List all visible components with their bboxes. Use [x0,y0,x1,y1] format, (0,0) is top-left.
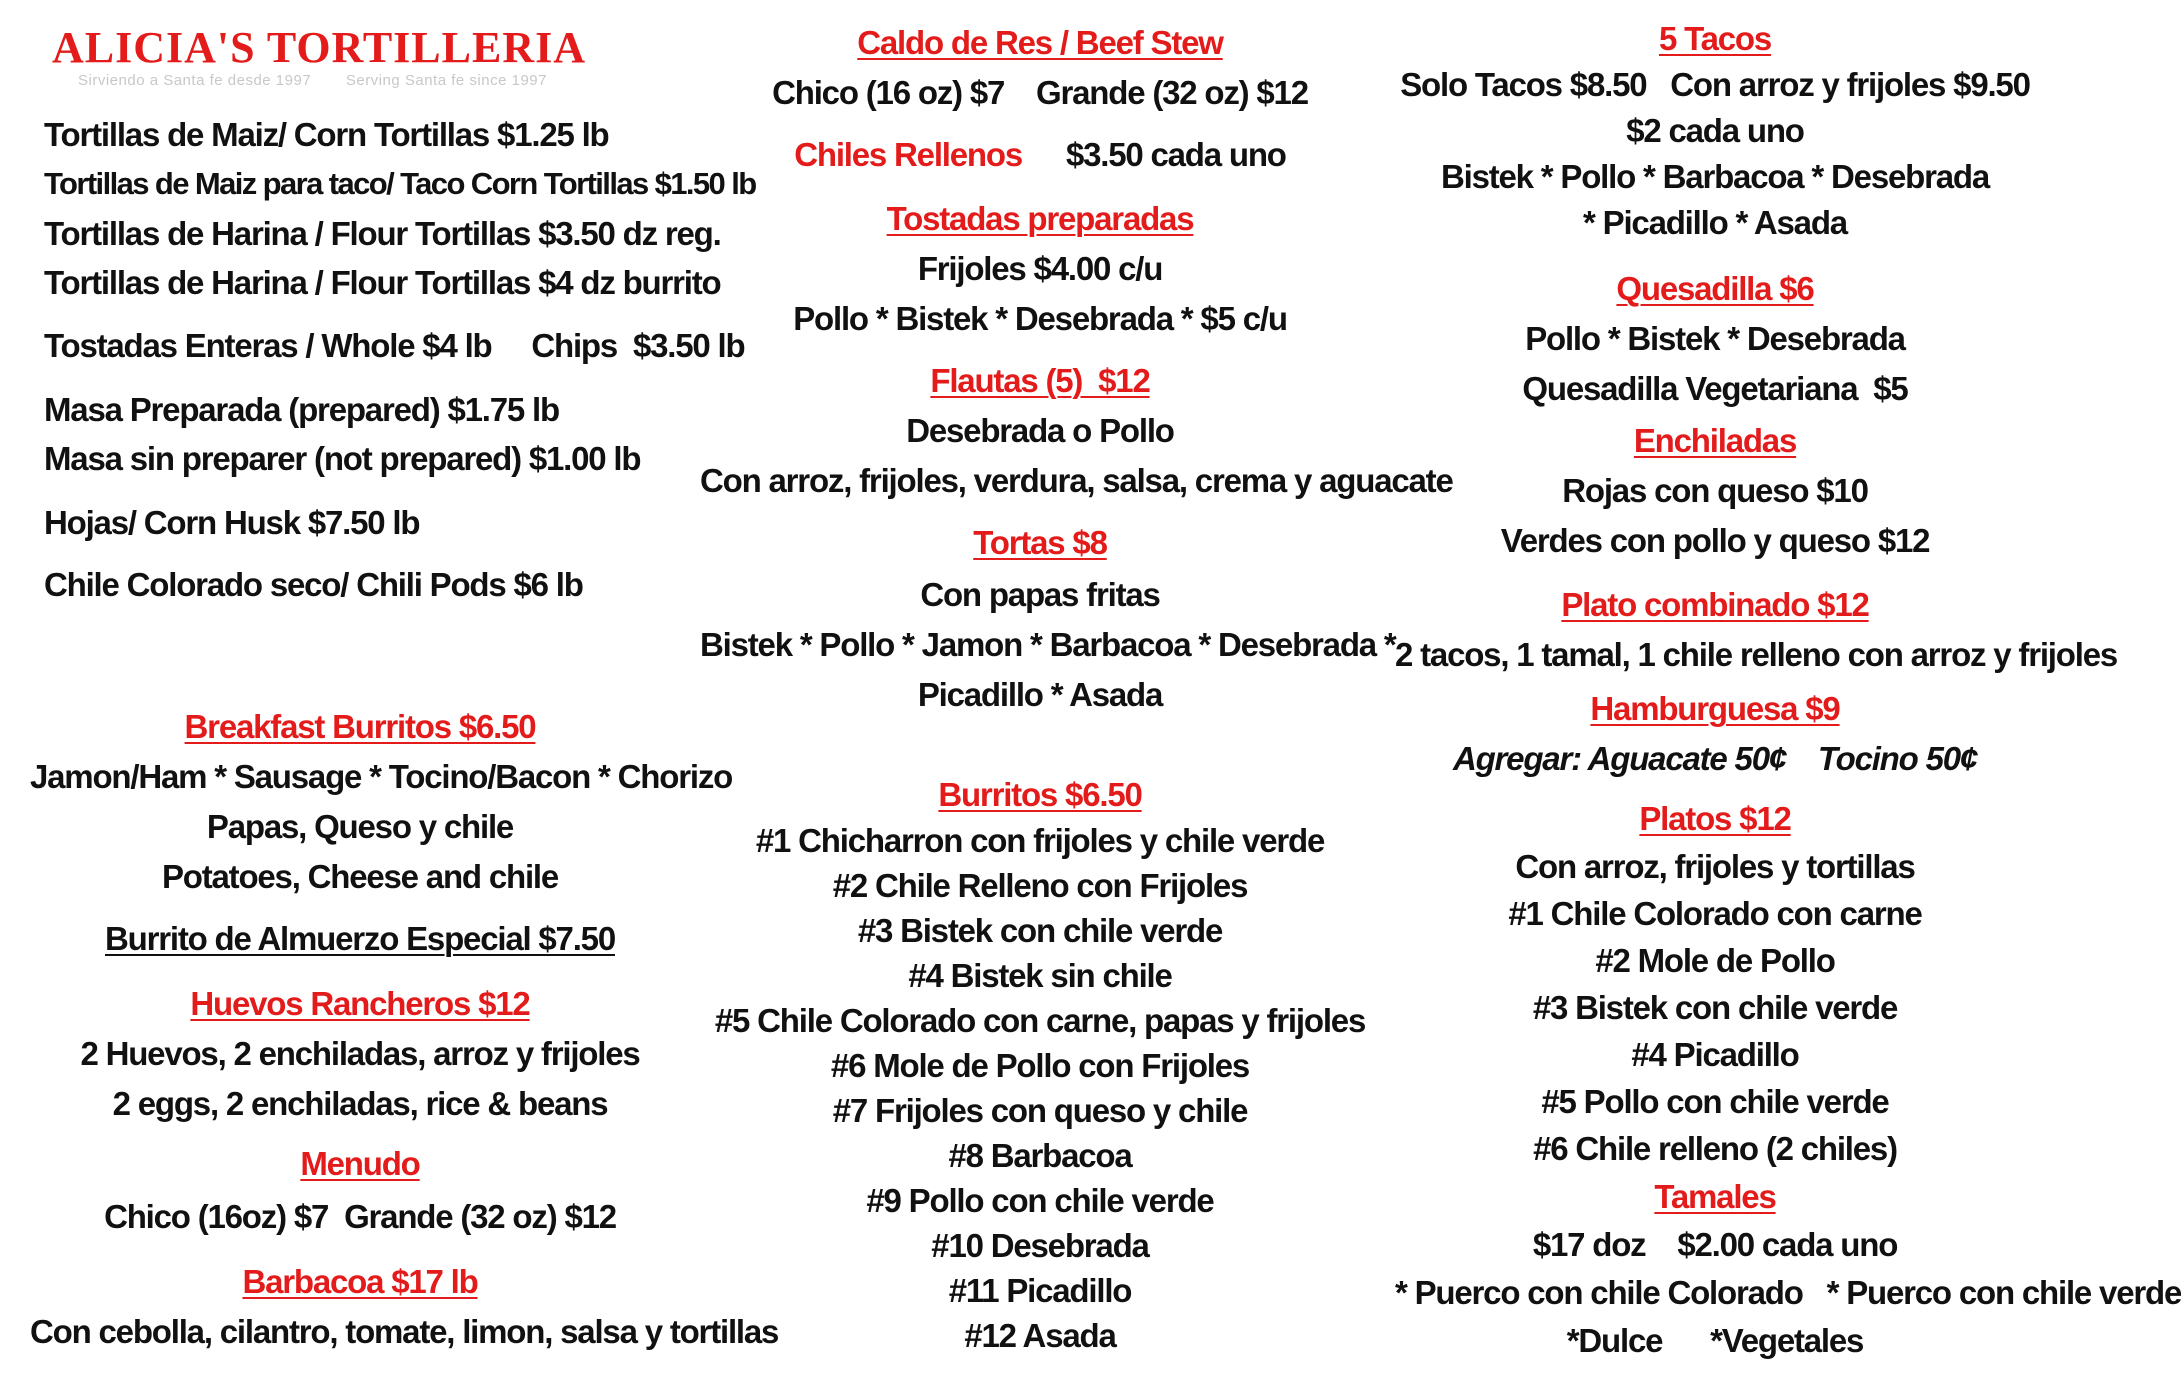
menu-line: Bistek * Pollo * Barbacoa * Desebrada [1440,158,1989,195]
section-title-enchiladas: Enchiladas [1633,422,1797,459]
burrito-item: #3 Bistek con chile verde [857,912,1223,949]
section-title-tostadas: Tostadas preparadas [886,200,1194,237]
chiles-rellenos-price: $3.50 cada uno [1065,136,1286,173]
burrito-item: #1 Chicharron con frijoles y chile verde [755,822,1325,859]
tortilla-item: Tortillas de Maiz para taco/ Taco Corn Tortillas $1.50 lb [44,166,756,201]
tortilla-item: Tortillas de Maiz/ Corn Tortillas $1.25 lb [44,116,609,153]
menu-column-left [30,0,779,1383]
burrito-item: #7 Frijoles con queso y chile [832,1092,1248,1129]
plato-item: #4 Picadillo [1631,1036,1799,1073]
section-title-flautas: Flautas (5) $12 [930,362,1150,399]
section-title-caldo-de-res: Caldo de Res / Beef Stew [857,24,1223,61]
section-title-burritos: Burritos $6.50 [938,776,1142,813]
menu-column-middle [700,0,1453,1383]
menu-line: Con papas fritas [920,576,1160,613]
menu-line: Desebrada o Pollo [906,412,1174,449]
menu-line: 2 eggs, 2 enchiladas, rice & beans [112,1085,608,1122]
menu-line: Papas, Queso y chile [206,808,514,845]
tortilla-item: Hojas/ Corn Husk $7.50 lb [44,504,420,541]
burrito-item: #5 Chile Colorado con carne, papas y frijoles [714,1002,1366,1039]
section-title-tacos: 5 Tacos [1658,20,1772,57]
burrito-item: #8 Barbacoa [948,1137,1132,1174]
burrito-item: #10 Desebrada [931,1227,1149,1264]
menu-line: Solo Tacos $8.50 Con arroz y frijoles $9.50 [1400,66,2030,103]
menu-line: Con cebolla, cilantro, tomate, limon, salsa y tortillas [30,1313,779,1350]
plato-item: #1 Chile Colorado con carne [1508,895,1922,932]
menu-line: $17 doz $2.00 cada uno [1532,1226,1898,1263]
chiles-rellenos-label: Chiles Rellenos [794,136,1022,173]
restaurant-name: ALICIA'S TORTILLERIA [52,23,587,72]
plato-item: #3 Bistek con chile verde [1532,989,1898,1026]
section-title-platos: Platos $12 [1639,800,1791,837]
plato-item: #2 Mole de Pollo [1595,942,1835,979]
section-title-hamburguesa: Hamburguesa $9 [1590,690,1840,727]
burrito-item: #6 Mole de Pollo con Frijoles [830,1047,1250,1084]
menu-line: Quesadilla Vegetariana $5 [1522,370,1908,407]
menu-line: Rojas con queso $10 [1562,472,1868,509]
menu-line: * Puerco con chile Colorado * Puerco con chile verde [1395,1274,2181,1311]
menu-line: Frijoles $4.00 c/u [917,250,1163,287]
tortilla-item: Masa Preparada (prepared) $1.75 lb [44,391,559,428]
section-title-menudo: Menudo [300,1145,420,1182]
tagline-english: Serving Santa fe since 1997 [345,72,547,89]
menu-line: Agregar: Aguacate 50¢ Tocino 50¢ [1452,740,1978,777]
tortilla-item: Tostadas Enteras / Whole $4 lb Chips $3.50 lb [44,327,745,364]
burrito-item: #2 Chile Relleno con Frijoles [832,867,1248,904]
menu-line: * Picadillo * Asada [1583,204,1847,241]
section-title-plato-combinado: Plato combinado $12 [1561,586,1869,623]
section-title-breakfast-burritos: Breakfast Burritos $6.50 [184,708,536,745]
menu-line: Pollo * Bistek * Desebrada * $5 c/u [793,300,1287,337]
menu-line: Con arroz, frijoles y tortillas [1515,848,1915,885]
chiles-rellenos-line [700,138,1380,171]
menu-line: Chico (16oz) $7 Grande (32 oz) $12 [104,1198,616,1235]
section-title-tamales: Tamales [1654,1178,1776,1215]
tagline-spanish: Sirviendo a Santa fe desde 1997 [78,72,312,89]
menu-line: *Dulce *Vegetales [1566,1322,1864,1359]
menu-line: Chico (16 oz) $7 Grande (32 oz) $12 [772,74,1308,111]
tortilla-item: Tortillas de Harina / Flour Tortillas $4 dz burrito [44,264,721,301]
burrito-item: #4 Bistek sin chile [908,957,1172,994]
menu-line: 2 tacos, 1 tamal, 1 chile relleno con arroz y frijoles [1395,636,2118,673]
burrito-item: #11 Picadillo [948,1272,1132,1309]
tortilla-item: Chile Colorado seco/ Chili Pods $6 lb [44,566,583,603]
section-title-quesadilla: Quesadilla $6 [1616,270,1814,307]
burrito-item: #9 Pollo con chile verde [866,1182,1214,1219]
section-title-huevos-rancheros: Huevos Rancheros $12 [190,985,530,1022]
menu-line: 2 Huevos, 2 enchiladas, arroz y frijoles [80,1035,640,1072]
plato-item: #6 Chile relleno (2 chiles) [1533,1130,1897,1167]
plato-item: #5 Pollo con chile verde [1541,1083,1889,1120]
menu-line: Potatoes, Cheese and chile [161,858,559,895]
section-title-tortas: Tortas $8 [973,524,1107,561]
burrito-item: #12 Asada [964,1317,1116,1354]
tortilla-item: Masa sin preparer (not prepared) $1.00 lb [44,440,641,477]
menu-line: Con arroz, frijoles, verdura, salsa, crema y aguacate [700,462,1453,499]
section-title-burrito-almuerzo: Burrito de Almuerzo Especial $7.50 [104,920,615,957]
menu-line: Pollo * Bistek * Desebrada [1525,320,1905,357]
section-title-barbacoa: Barbacoa $17 lb [242,1263,478,1300]
menu-line: $2 cada uno [1626,112,1804,149]
menu-line: Verdes con pollo y queso $12 [1500,522,1930,559]
menu-column-right [1395,0,2181,1383]
menu-line: Picadillo * Asada [917,676,1163,713]
tortilla-item: Tortillas de Harina / Flour Tortillas $3.50 dz reg. [44,215,721,252]
menu-line: Bistek * Pollo * Jamon * Barbacoa * Desebrada * [700,626,1396,663]
menu-line: Jamon/Ham * Sausage * Tocino/Bacon * Chorizo [30,758,733,795]
